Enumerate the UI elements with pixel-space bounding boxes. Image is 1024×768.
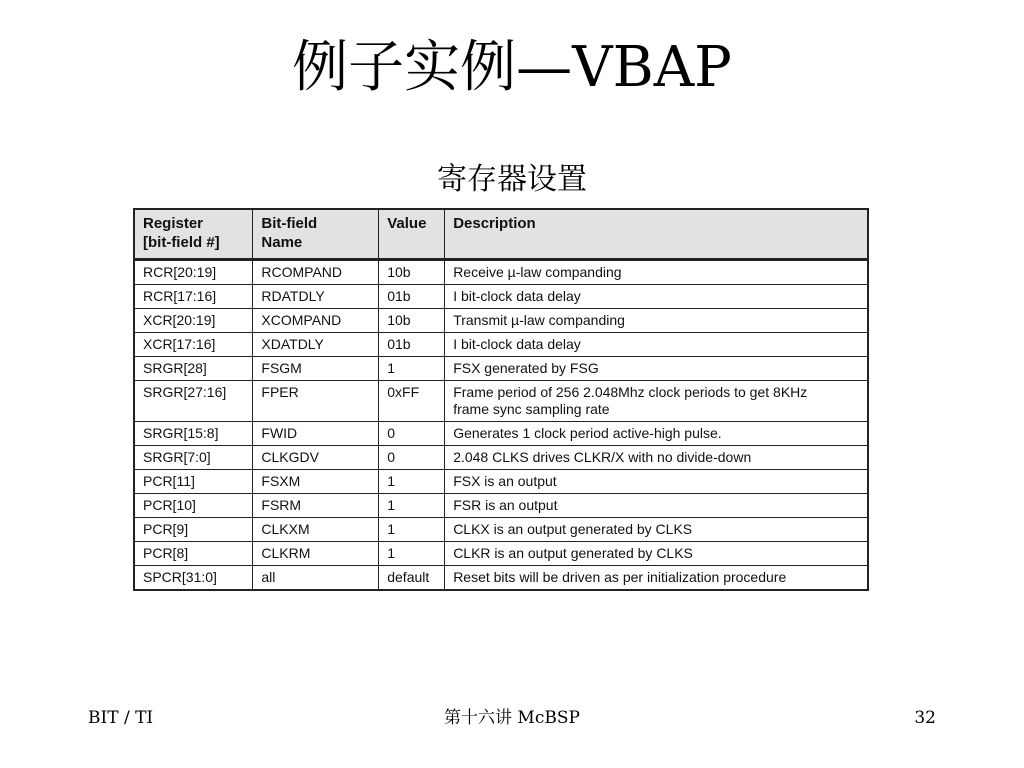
cell-bitfield-name: XCOMPAND — [253, 309, 379, 333]
table-row — [134, 285, 868, 309]
header-bitfield-name: Bit-field Name — [253, 209, 379, 260]
page-number: 32 — [914, 708, 936, 728]
cell-value: default — [379, 566, 445, 591]
cell-register: PCR[8] — [134, 542, 253, 566]
cell-value: 0xFF — [379, 381, 445, 422]
cell-register: XCR[17:16] — [134, 333, 253, 357]
cell-description: FSX generated by FSG — [445, 357, 868, 381]
cell-bitfield-name: FWID — [253, 422, 379, 446]
cell-description: I bit-clock data delay — [445, 285, 868, 309]
cell-bitfield-name: CLKXM — [253, 518, 379, 542]
cell-bitfield-name: all — [253, 566, 379, 591]
cell-bitfield-name: FSGM — [253, 357, 379, 381]
table-body — [134, 260, 868, 591]
cell-register: SPCR[31:0] — [134, 566, 253, 591]
footer-left: BIT / TI — [88, 708, 154, 728]
cell-register: PCR[10] — [134, 494, 253, 518]
cell-register: RCR[17:16] — [134, 285, 253, 309]
table-row — [134, 470, 868, 494]
cell-description: Generates 1 clock period active-high pulse. — [445, 422, 868, 446]
cell-value: 01b — [379, 333, 445, 357]
cell-register: SRGR[15:8] — [134, 422, 253, 446]
cell-description: CLKX is an output generated by CLKS — [445, 518, 868, 542]
cell-value: 1 — [379, 518, 445, 542]
cell-bitfield-name: FSRM — [253, 494, 379, 518]
cell-value: 10b — [379, 309, 445, 333]
header-value: Value — [379, 209, 445, 260]
cell-value: 1 — [379, 357, 445, 381]
table-row — [134, 381, 868, 422]
cell-bitfield-name: RDATDLY — [253, 285, 379, 309]
register-settings-table — [133, 208, 869, 591]
cell-description: FSR is an output — [445, 494, 868, 518]
cell-register: SRGR[28] — [134, 357, 253, 381]
cell-value: 01b — [379, 285, 445, 309]
table-row — [134, 542, 868, 566]
cell-value: 0 — [379, 446, 445, 470]
table-row — [134, 518, 868, 542]
cell-value: 1 — [379, 470, 445, 494]
cell-description: FSX is an output — [445, 470, 868, 494]
cell-value: 10b — [379, 260, 445, 285]
footer-center: 第十六讲 McBSP — [444, 708, 580, 728]
cell-description: Frame period of 256 2.048Mhz clock periods to get 8KHz frame sync sampling rate — [445, 381, 868, 422]
cell-description: 2.048 CLKS drives CLKR/X with no divide-down — [445, 446, 868, 470]
table-row — [134, 446, 868, 470]
cell-value: 1 — [379, 542, 445, 566]
table-row — [134, 422, 868, 446]
cell-bitfield-name: CLKRM — [253, 542, 379, 566]
cell-bitfield-name: XDATDLY — [253, 333, 379, 357]
table-row — [134, 260, 868, 285]
table-row — [134, 309, 868, 333]
table-row — [134, 494, 868, 518]
table-header-row — [134, 209, 868, 260]
cell-register: XCR[20:19] — [134, 309, 253, 333]
slide-subtitle: 寄存器设置 — [437, 162, 587, 197]
cell-description: Receive µ-law companding — [445, 260, 868, 285]
cell-register: SRGR[27:16] — [134, 381, 253, 422]
header-register: Register [bit-field #] — [134, 209, 253, 260]
cell-register: PCR[9] — [134, 518, 253, 542]
cell-value: 1 — [379, 494, 445, 518]
table-row — [134, 333, 868, 357]
cell-bitfield-name: FSXM — [253, 470, 379, 494]
cell-bitfield-name: RCOMPAND — [253, 260, 379, 285]
cell-bitfield-name: CLKGDV — [253, 446, 379, 470]
table-row — [134, 357, 868, 381]
cell-description: Transmit µ-law companding — [445, 309, 868, 333]
cell-register: SRGR[7:0] — [134, 446, 253, 470]
cell-description: Reset bits will be driven as per initialization procedure — [445, 566, 868, 591]
cell-description: I bit-clock data delay — [445, 333, 868, 357]
cell-value: 0 — [379, 422, 445, 446]
cell-register: RCR[20:19] — [134, 260, 253, 285]
cell-bitfield-name: FPER — [253, 381, 379, 422]
cell-register: PCR[11] — [134, 470, 253, 494]
header-description: Description — [445, 209, 868, 260]
table-row — [134, 566, 868, 591]
slide-title: 例子实例—VBAP — [292, 35, 732, 100]
cell-description: CLKR is an output generated by CLKS — [445, 542, 868, 566]
